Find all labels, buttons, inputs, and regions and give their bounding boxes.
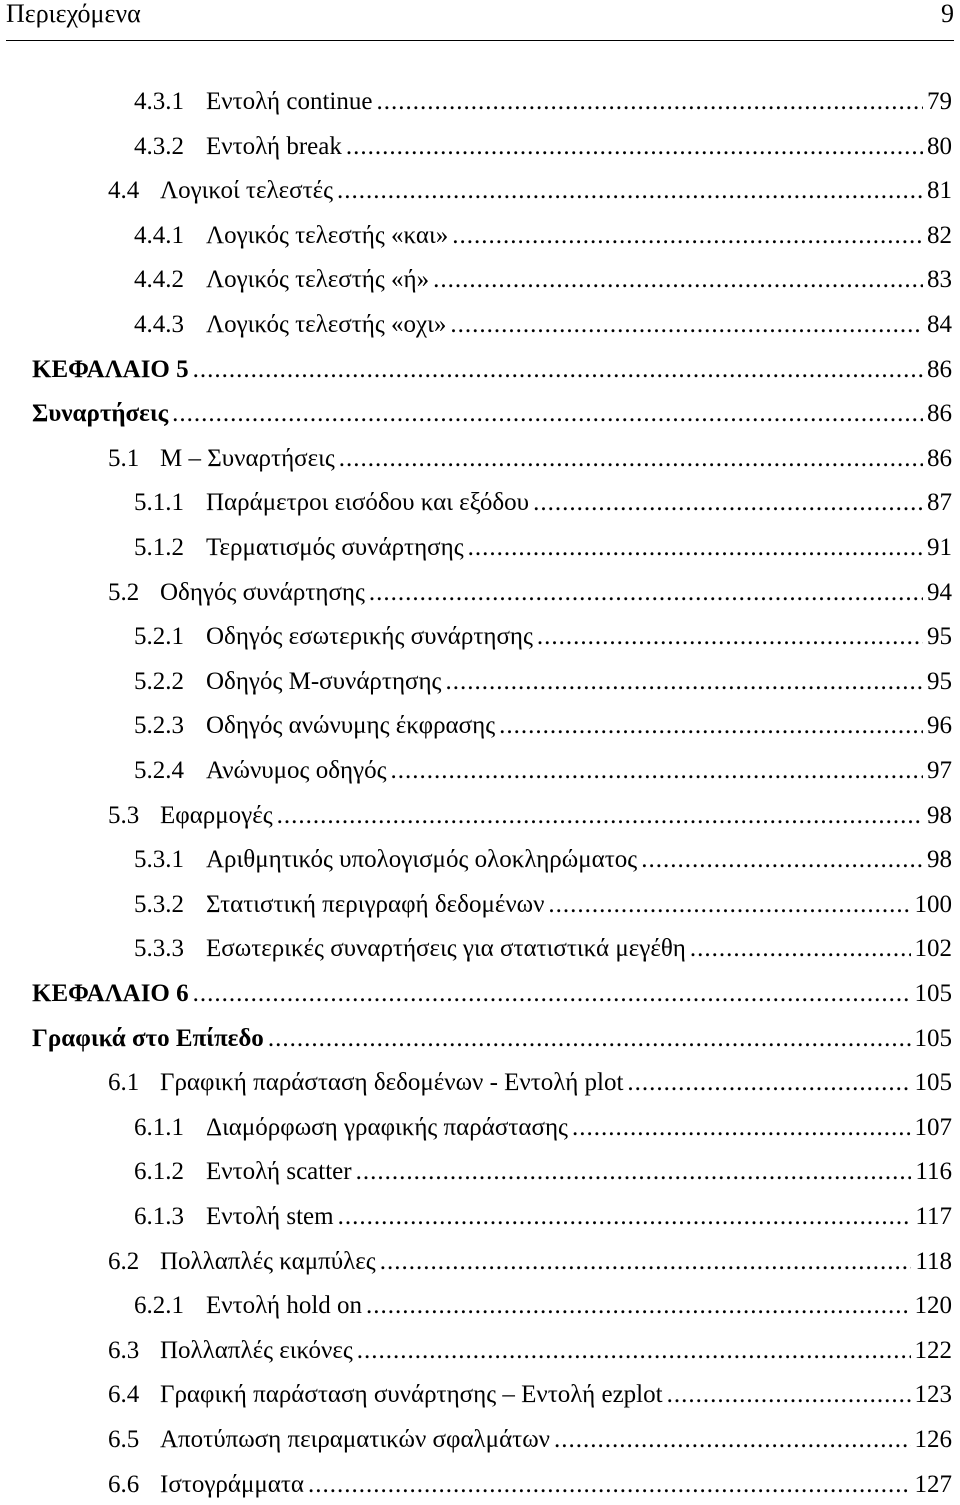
toc-entry[interactable] <box>108 1375 952 1415</box>
toc-entry-number: 5.3.1 <box>134 846 184 874</box>
toc-dot-leader <box>572 1108 911 1148</box>
toc-entry-title: Πολλαπλές καμπύλες <box>160 1247 376 1275</box>
toc-entry[interactable] <box>134 528 952 568</box>
toc-entry-title: Ιστογράμματα <box>160 1470 305 1498</box>
toc-dot-leader <box>667 1375 911 1415</box>
toc-entry-page-number: 123 <box>914 1381 952 1409</box>
toc-entry-title: Γραφική παράσταση συνάρτησης – Εντολή ezplot <box>160 1381 663 1409</box>
toc-entry[interactable] <box>108 1242 952 1282</box>
toc-entry-page-number: 96 <box>927 712 952 740</box>
toc-entry-number: 5.1.1 <box>134 489 184 517</box>
toc-entry[interactable] <box>108 1420 952 1460</box>
toc-entry[interactable] <box>134 305 952 345</box>
toc-dot-leader <box>452 216 923 256</box>
toc-entry[interactable] <box>134 662 952 702</box>
toc-dot-leader <box>433 260 923 300</box>
toc-entry-page-number: 102 <box>914 935 952 963</box>
toc-entry-page-number: 120 <box>914 1292 952 1320</box>
toc-dot-leader <box>366 1286 910 1326</box>
toc-entry-title: Εντολή hold on <box>206 1292 363 1320</box>
toc-dot-leader <box>356 1152 912 1192</box>
toc-entry-number: 5.2.4 <box>134 757 184 784</box>
toc-entry-number: 5.2.1 <box>134 623 184 651</box>
toc-dot-leader <box>450 305 923 345</box>
toc-entry-title: Αριθμητικός υπολογισμός ολοκληρώματος <box>206 846 638 874</box>
toc-entry-title: Γραφικά στο Επίπεδο <box>32 1024 264 1052</box>
toc-entry-number: 5.2.2 <box>134 667 184 695</box>
toc-dot-leader <box>554 1420 911 1460</box>
toc-entry-number: 4.4.2 <box>134 266 184 294</box>
toc-entry-page-number: 107 <box>914 1113 952 1141</box>
toc-entry[interactable] <box>108 171 952 211</box>
toc-entry-title: Εντολή scatter <box>206 1158 352 1186</box>
toc-entry-number: 4.3.2 <box>134 132 184 160</box>
toc-dot-leader <box>338 1197 912 1237</box>
toc-entry-title: Εντολή continue <box>206 88 373 115</box>
toc-entry-title: Στατιστική περιγραφή δεδομένων <box>206 890 545 918</box>
toc-entry-page-number: 126 <box>914 1426 952 1453</box>
toc-entry-title: Πολλαπλές εικόνες <box>160 1336 353 1364</box>
toc-entry-title: Οδηγός εσωτερικής συνάρτησης <box>206 623 533 651</box>
toc-entry-page-number: 81 <box>927 177 952 205</box>
toc-dot-leader <box>376 82 923 122</box>
toc-entry-page-number: 87 <box>927 489 952 517</box>
toc-entry-page-number: 86 <box>927 444 952 472</box>
toc-entry[interactable] <box>108 796 952 836</box>
toc-entry-page-number: 127 <box>914 1470 952 1498</box>
toc-entry[interactable] <box>134 617 952 657</box>
toc-dot-leader <box>533 483 923 523</box>
toc-entry-title: Εσωτερικές συναρτήσεις για στατιστικά μεγέθη <box>206 935 686 963</box>
toc-entry-page-number: 95 <box>927 623 952 651</box>
toc-entry-page-number: 95 <box>927 667 952 695</box>
toc-entry-page-number: 100 <box>914 890 952 918</box>
toc-entry-number: 4.4 <box>108 177 140 205</box>
toc-entry-page-number: 116 <box>915 1158 952 1186</box>
toc-entry[interactable] <box>134 483 952 523</box>
running-head-title: Περιεχόμενα <box>6 0 141 28</box>
toc-entry[interactable] <box>32 350 952 390</box>
toc-dot-leader <box>690 929 911 969</box>
toc-dot-leader <box>346 127 923 167</box>
toc-entry-page-number: 86 <box>927 400 952 428</box>
toc-entry-number: 6.1.1 <box>134 1113 184 1141</box>
toc-dot-leader <box>277 796 923 836</box>
toc-entry-number: 6.1.2 <box>134 1158 184 1186</box>
toc-entry[interactable] <box>32 974 952 1014</box>
toc-dot-leader <box>499 706 923 746</box>
toc-dot-leader <box>391 751 924 791</box>
toc-entry-title: ΚΕΦΑΛΑΙΟ 6 <box>32 980 189 1007</box>
page-header <box>6 0 954 41</box>
toc-entry-number: 6.4 <box>108 1381 140 1409</box>
toc-entry[interactable] <box>134 1152 952 1192</box>
toc-entry[interactable] <box>134 1197 952 1237</box>
toc-entry-title: Οδηγός ανώνυμης έκφρασης <box>206 712 496 740</box>
toc-entry-title: Διαμόρφωση γραφικής παράστασης <box>206 1113 568 1141</box>
toc-entry[interactable] <box>134 260 952 300</box>
toc-entry-page-number: 83 <box>927 266 952 294</box>
toc-entry-title: Εντολή stem <box>206 1203 334 1230</box>
toc-dot-leader <box>337 171 923 211</box>
toc-dot-leader <box>468 528 923 568</box>
toc-entry[interactable] <box>134 82 952 122</box>
toc-dot-leader <box>641 840 923 880</box>
toc-dot-leader <box>268 1019 911 1059</box>
toc-entry[interactable] <box>134 751 952 791</box>
toc-entry-page-number: 84 <box>927 311 952 338</box>
toc-dot-leader <box>193 350 923 390</box>
toc-entry[interactable] <box>134 706 952 746</box>
toc-entry[interactable] <box>134 1108 952 1148</box>
toc-entry-page-number: 98 <box>927 801 952 829</box>
toc-entry-page-number: 122 <box>914 1336 952 1364</box>
toc-entry-number: 6.2 <box>108 1247 140 1275</box>
toc-entry-number: 6.5 <box>108 1426 140 1453</box>
toc-entry-title: Εφαρμογές <box>160 801 273 829</box>
toc-dot-leader <box>537 617 923 657</box>
toc-entry[interactable] <box>32 1019 952 1059</box>
toc-entry[interactable] <box>134 840 952 880</box>
toc-entry-number: 5.2 <box>108 578 140 606</box>
toc-dot-leader <box>369 573 923 613</box>
toc-entry-number: 5.3.3 <box>134 935 184 963</box>
toc-entry[interactable] <box>134 885 952 925</box>
toc-entry[interactable] <box>134 1286 952 1326</box>
toc-entry-title: Λογικός τελεστής «ή» <box>206 266 430 294</box>
toc-entry-title: Λογικοί τελεστές <box>160 177 334 205</box>
toc-entry-page-number: 79 <box>927 88 952 115</box>
running-head-page-number: 9 <box>941 0 954 28</box>
toc-entry[interactable] <box>108 439 952 479</box>
toc-entry-title: Οδηγός M-συνάρτησης <box>206 667 442 695</box>
toc-entry-page-number: 80 <box>927 132 952 160</box>
toc-dot-leader <box>193 974 911 1014</box>
toc-entry-number: 5.1 <box>108 444 140 472</box>
toc-entry-title: M – Συναρτήσεις <box>160 444 335 472</box>
toc-dot-leader <box>357 1331 911 1371</box>
toc-dot-leader <box>548 885 910 925</box>
toc-entry-title: Εντολή break <box>206 132 342 160</box>
toc-entry-number: 6.1 <box>108 1069 140 1097</box>
toc-entry-number: 6.6 <box>108 1470 140 1498</box>
toc-entry-number: 4.4.1 <box>134 221 184 249</box>
toc-dot-leader <box>380 1242 912 1282</box>
toc-entry-title: Τερματισμός συνάρτησης <box>206 534 464 561</box>
toc-entry[interactable] <box>134 216 952 256</box>
toc-entry[interactable] <box>134 929 952 969</box>
toc-entry-title: ΚΕΦΑΛΑΙΟ 5 <box>32 355 189 383</box>
toc-entry-page-number: 86 <box>927 355 952 383</box>
toc-entry[interactable] <box>108 1063 952 1103</box>
toc-entry[interactable] <box>108 1465 952 1505</box>
toc-entry[interactable] <box>108 573 952 613</box>
toc-entry-page-number: 97 <box>927 757 952 784</box>
toc-entry-title: Συναρτήσεις <box>32 400 169 428</box>
toc-entry-title: Αποτύπωση πειραματικών σφαλμάτων <box>160 1426 550 1453</box>
toc-entry-number: 5.3 <box>108 801 140 829</box>
toc-entry-page-number: 82 <box>927 221 952 249</box>
toc-entry-title: Οδηγός συνάρτησης <box>160 578 365 606</box>
toc-entry-page-number: 105 <box>914 980 952 1007</box>
toc-entry[interactable] <box>108 1331 952 1371</box>
toc-entry-page-number: 105 <box>914 1069 952 1097</box>
toc-entry-page-number: 98 <box>927 846 952 874</box>
toc-entry[interactable] <box>134 127 952 167</box>
toc-entry-number: 5.3.2 <box>134 890 184 918</box>
toc-entry-title: Παράμετροι εισόδου και εξόδου <box>206 489 530 517</box>
toc-entry-page-number: 91 <box>927 534 952 561</box>
toc-entry-number: 6.2.1 <box>134 1292 184 1320</box>
toc-entry-page-number: 118 <box>915 1247 952 1275</box>
toc-dot-leader <box>627 1063 910 1103</box>
toc-entry-page-number: 94 <box>927 578 952 606</box>
toc-entry-number: 5.2.3 <box>134 712 184 740</box>
toc-dot-leader <box>445 662 923 702</box>
toc-entry-number: 5.1.2 <box>134 534 184 561</box>
toc-entry-title: Γραφική παράσταση δεδομένων - Εντολή plot <box>160 1069 624 1097</box>
toc-entry-number: 6.3 <box>108 1336 140 1364</box>
toc-entry[interactable] <box>32 394 952 434</box>
toc-entry-page-number: 117 <box>915 1203 952 1230</box>
toc-dot-leader <box>339 439 923 479</box>
toc-entry-title: Λογικός τελεστής «οχι» <box>206 311 447 338</box>
toc-entry-number: 4.4.3 <box>134 311 184 338</box>
toc-dot-leader <box>308 1465 910 1505</box>
toc-entry-number: 6.1.3 <box>134 1203 184 1230</box>
toc-entry-title: Λογικός τελεστής «και» <box>206 221 449 249</box>
toc-entry-page-number: 105 <box>914 1024 952 1052</box>
toc-dot-leader <box>172 394 923 434</box>
toc-entry-number: 4.3.1 <box>134 88 184 115</box>
toc-entry-title: Ανώνυμος οδηγός <box>206 757 387 784</box>
